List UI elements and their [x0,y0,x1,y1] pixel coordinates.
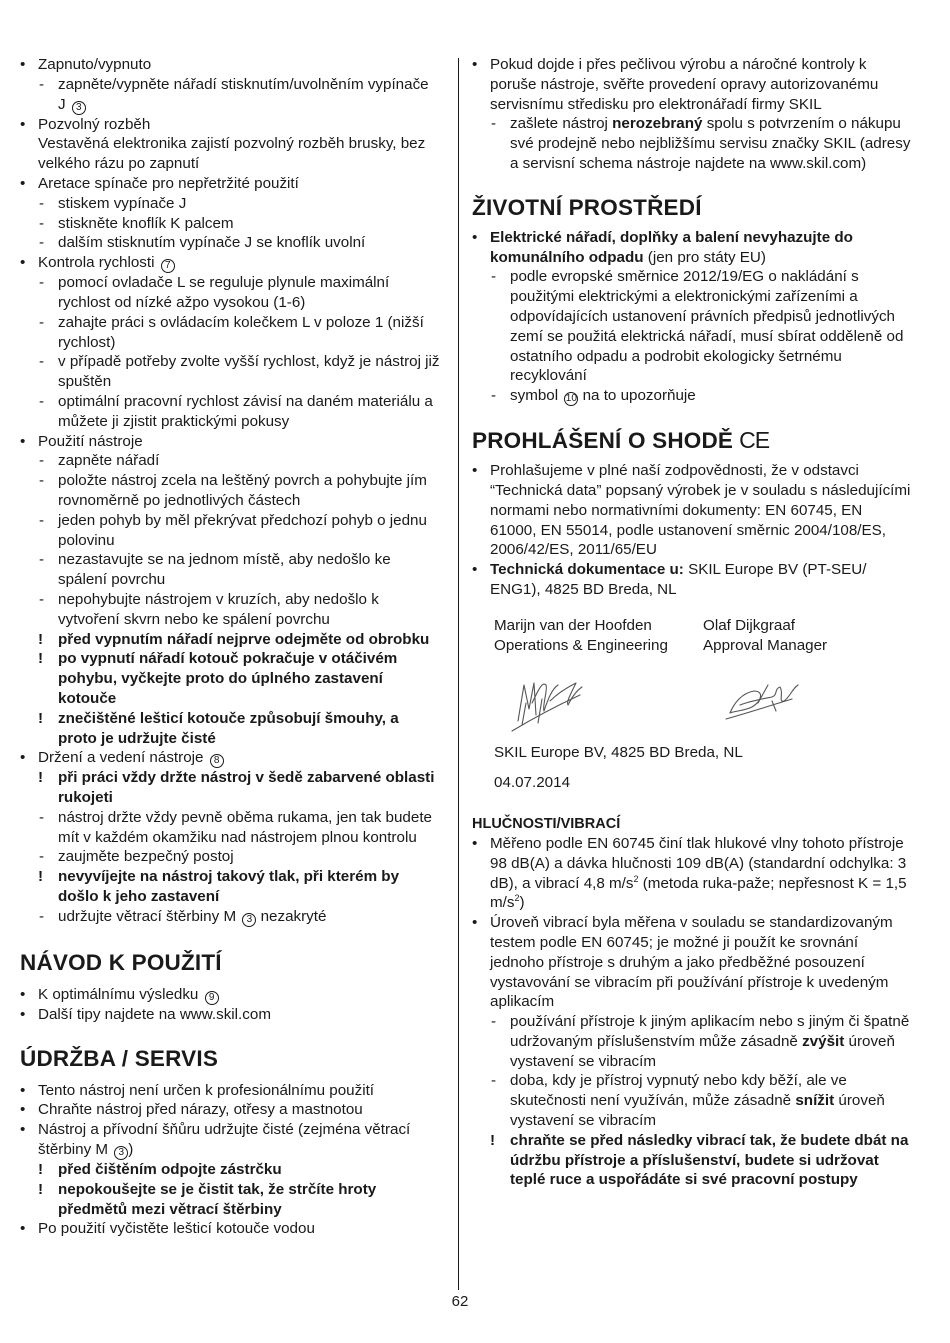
sub-item [20,233,440,253]
conformity-list [472,461,912,600]
bullet-item [20,1005,440,1025]
signer-2 [703,616,912,656]
item-text: nevyvíjejte na nástroj takový tlak, při kterém by došlo k jeho zastavení [58,868,400,906]
right-column [472,55,912,1190]
section-title-servis: ÚDRŽBA / SERVIS [20,1045,219,1071]
sub-item [20,590,440,630]
figure-ref-icon: 10 [565,393,577,405]
sub-item [20,907,440,927]
noise-text: (metoda ruka-paže; nepřesnost K = 1,5 m/s [490,874,907,912]
warning-item [20,709,440,749]
figure-ref-icon: 9 [205,991,219,1005]
figure-ref-icon: 8 [210,754,224,768]
section-title-environment: ŽIVOTNÍ PROSTŘEDÍ [472,194,702,220]
bullet-item [472,228,912,268]
item-text: zašlete nástroj [510,115,613,133]
left-column [20,55,440,1239]
item-text: Další tipy najdete na www.skil.com [38,1005,271,1023]
item-text: Aretace spínače pro nepřetržité použití [38,174,299,192]
sub-item [20,392,440,432]
bullet-item [20,1081,440,1101]
item-text: pomocí ovladače L se reguluje plynule maximální rychlost od nízké ažpo vysokou (1-6) [58,274,390,311]
item-text: po vypnutí nářadí kotouč pokračuje v otáčivém pohybu, vyčkejte proto do úplného zastavení kotouče [58,650,398,707]
sub-item [20,273,440,313]
repair-list [472,55,912,174]
noise-text: Měřeno podle EN 60745 činí tlak hlukové vlny tohoto přístroje 98 dB(A) a dávka hlučnosti 109 dB(A) (standardní odchylka: 3 dB), a vibrací 4,8 m/s [490,834,907,892]
sub-item [472,386,912,406]
item-text: Vestavěná elektronika zajistí pozvolný rozběh brusky, bez velkého rázu po zapnutí [38,135,426,173]
signer-1-role: Operations & Engineering [494,636,668,654]
item-text: nepohybujte nástrojem v kruzích, aby nedošlo k vytvoření skvrn nebo ke spálení povrchu [58,590,379,628]
sub-item [20,214,440,234]
item-text: nezastavujte se na jednom místě, aby nedošlo ke spálení povrchu [58,551,391,589]
bullet-item [20,1100,440,1120]
noise-item [472,1071,912,1130]
navod-list [20,985,440,1025]
figure-ref-icon: 3 [72,101,86,115]
item-text: Prohlašujeme v plné naší zodpovědnosti, že v odstavci “Technická data” popsaný výrobek je v souladu s následujícími normami nebo normativními dokumenty: EN 60745, EN 61000, EN 55014, podle ustanovení směrnic 2004/108/ES, 2006/42/ES, 2011/65/EU [490,462,911,559]
bullet-item [20,174,440,194]
signature-images [472,655,912,743]
item-text: položte nástroj zcela na leštěný povrch a pohybujte jím rovnoměrně po jednotlivých částech [58,472,427,509]
item-text: zapněte/vypněte nářadí stisknutím/uvolněním vypínače J [58,75,429,113]
warning-item [20,867,440,907]
conformity-title-text: PROHLÁŠENÍ O SHODĚ [472,428,734,454]
noise-text: doba, kdy je přístroj vypnutý nebo kdy běží, ale ve skutečnosti není využíván, může zásadně [510,1072,847,1110]
bullet-item [20,134,440,174]
item-text-after: nezakryté [260,907,327,925]
signers [494,616,912,656]
noise-text: ) [519,894,525,912]
figure-ref-icon: 7 [161,259,175,273]
bullet-item [472,461,912,560]
noise-warning: ! chraňte se před následky vibrací tak, že budete dbát na údržbu přístroje a příslušenství, budete si udržovat teplé ruce a uspořádáte si své pracovní postupy [472,1131,912,1190]
noise-item [472,1012,912,1071]
warning-item [20,1180,440,1220]
usage-list [20,55,440,927]
sub-item [20,847,440,867]
section-title-conformity [472,426,912,455]
signer-2-role: Approval Manager [703,636,828,654]
noise-text: používání přístroje k jiným aplikacím nebo s jiným či špatně udržovaným příslušenstvím může zásadně [510,1013,910,1050]
signer-1 [494,616,703,656]
bullet-item [20,985,440,1005]
bullet-item [472,55,912,114]
item-text: dalším stisknutím vypínače J se knoflík uvolní [58,234,366,252]
sub-item [20,550,440,590]
signature-2-icon [726,685,798,719]
warning-item [20,630,440,650]
item-text: při práci vždy držte nástroj v šedě zabarvené oblasti rukojeti [58,769,435,807]
warning-item [20,649,440,708]
noise-bold: zvýšit [802,1032,845,1050]
item-text: v případě potřeby zvolte vyšší rychlost, když je nástroj již spuštěn [58,353,440,391]
signature-1-icon [512,683,582,731]
noise-bold: snížit [795,1092,835,1110]
item-text: K optimálnímu výsledku [38,985,199,1003]
item-text: podle evropské směrnice 2012/19/EG o nakládání s použitými elektrickými a elektronickými zařízeními a odpovídajících ustanovení právních předpisů jednotlivých zemí se použitá elektrická nářadí, musí sbírat odděleně od ostatního odpadu a podrobit ekologicky šetrnému recyklování [510,268,904,385]
sub-item [20,511,440,551]
figure-ref-icon: 3 [242,913,256,927]
signer-1-name: Marijn van der Hoofden [494,616,652,634]
item-text: optimální pracovní rychlost závisí na daném materiálu a můžete ji zjistit praktickými pokusy [58,392,433,430]
superscript: 2 [514,893,520,904]
item-text: zapněte nářadí [58,452,160,470]
bullet-item [20,748,440,768]
environment-list [472,228,912,406]
item-text: Po použití vyčistěte lešticí kotouče vodou [38,1220,315,1238]
declaration-date: 04.07.2014 [494,774,571,792]
bullet-item [20,115,440,135]
item-text: Pokud dojde i přes pečlivou výrobu a náročné kontroly k poruše nástroje, svěřte provedení opravy autorizovanému servisnímu středisku pro elektronářadí firmy SKIL [490,56,879,113]
bullet-item [20,253,440,273]
signatures [472,655,912,743]
sub-item [20,313,440,353]
warning-item [20,768,440,808]
item-text: stiskněte knoflík K palcem [58,214,234,232]
sub-item [20,808,440,848]
signer-2-name: Olaf Dijkgraaf [703,616,796,634]
sub-item [472,114,912,173]
item-text: Chraňte nástroj před nárazy, otřesy a mastnotou [38,1101,363,1119]
item-text-after: (jen pro státy EU) [643,248,766,266]
item-text: zahajte práci s ovládacím kolečkem L v poloze 1 (nižší rychlost) [58,313,424,351]
noise-list [472,834,912,1190]
item-text: před čištěním odpojte zástrčku [58,1161,282,1179]
item-bold-text: Technická dokumentace u: [490,561,684,579]
superscript: 2 [633,873,639,884]
item-bold-text: nerozebraný [612,115,703,133]
item-text-after: ) [128,1141,134,1159]
item-text: před vypnutím nářadí nejprve odejměte od obrobku [58,630,430,648]
warning-item [20,1160,440,1180]
sub-item [20,352,440,392]
item-text: Kontrola rychlosti [38,254,155,272]
sub-item [20,451,440,471]
item-bold-text: Elektrické nářadí, doplňky a balení nevyhazujte do komunálního odpadu [490,228,853,266]
item-text-after: spolu s potvrzením o nákupu své prodejně nebo nejbližšímu servisu značky SKIL (adresy a servisní schema nástroje najdete na www.skil.com) [510,115,911,172]
bullet-item [472,560,912,600]
item-text: udržujte větrací štěrbiny M [58,907,237,925]
page-number: 62 [451,1293,469,1310]
item-text: Nástroj a přívodní šňůru udržujte čisté (zejména větrací štěrbiny M [38,1121,411,1159]
noise-item [472,834,912,913]
item-text: Použití nástroje [38,432,143,450]
sub-item [472,267,912,386]
bullet-item [20,1219,440,1239]
item-text-after: na to upozorňuje [582,387,696,405]
item-text: nepokoušejte se je čistit tak, že strčíte hroty předmětů mezi větrací štěrbiny [58,1180,377,1218]
figure-ref-icon: 3 [114,1146,128,1160]
item-text: jeden pohyb by měl překrývat předchozí pohyb o jednu polovinu [58,511,427,549]
bullet-item [20,432,440,452]
item-text: Tento nástroj není určen k profesionálnímu použití [38,1081,375,1099]
ce-mark-icon: CE [739,427,770,454]
noise-text: úroveň vystavení se vibracím [510,1032,895,1070]
item-text: stiskem vypínače J [58,194,187,212]
bullet-item [20,1120,440,1160]
bullet-item [20,55,440,75]
section-title-navod: NÁVOD K POUŽITÍ [20,949,222,975]
column-divider [458,58,459,1290]
sub-item [20,471,440,511]
item-text: Zapnuto/vypnuto [38,56,152,73]
item-text: Pozvolný rozběh [38,115,151,133]
noise-item: • Úroveň vibrací byla měřena v souladu se standardizovaným testem podle EN 60745; je možné ji použít ke srovnání jednoho přístroje s druhým a jako předběžné posouzení vystavování se vibracím při používání přístroje k uvedeným aplikacím [472,913,912,1012]
item-text: zaujměte bezpečný postoj [58,848,234,866]
servis-list [20,1081,440,1240]
item-text: nástroj držte vždy pevně oběma rukama, jen tak budete mít v každém okamžiku nad nástrojem plnou kontrolu [58,808,432,846]
item-text: znečištěné lešticí kotouče způsobují šmouhy, a proto je udržujte čisté [58,709,399,747]
item-text: symbol [510,387,559,405]
sub-item [20,194,440,214]
item-text: Držení a vedení nástroje [38,749,204,767]
noise-text: úroveň vystavení se vibracím [510,1092,885,1130]
company-address: SKIL Europe BV, 4825 BD Breda, NL [494,744,743,762]
sub-item [20,75,440,115]
section-title-noise: HLUČNOSTI/VIBRACÍ [472,815,621,832]
item-text-after: SKIL Europe BV (PT-SEU/ ENG1), 4825 BD Breda, NL [490,561,867,598]
